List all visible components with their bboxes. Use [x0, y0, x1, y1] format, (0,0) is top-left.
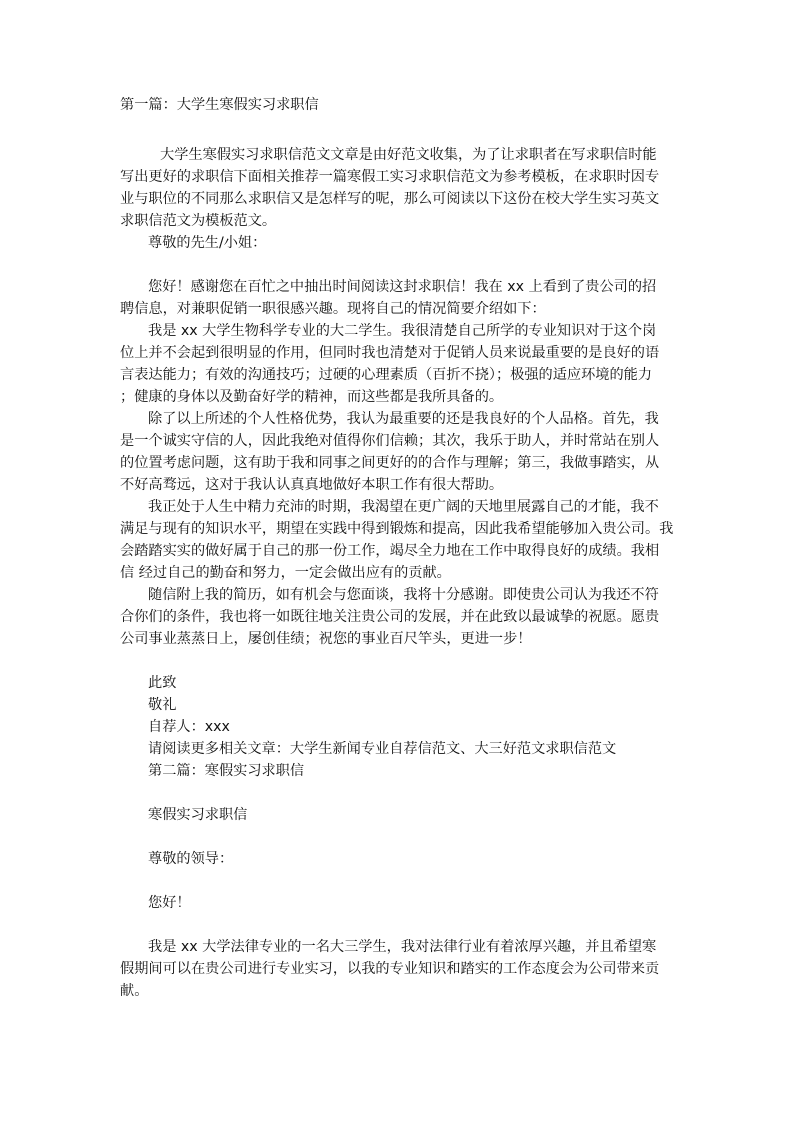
- paragraph-line: 是一个诚实守信的人，因此我绝对值得你们信赖；其次，我乐于助人，并时常站在别人: [120, 433, 660, 449]
- intro-line: 业与职位的不同那么求职信又是怎样写的呢，那么可阅读以下这份在校大学生实习英文: [120, 191, 660, 207]
- paragraph-line: 除了以上所述的个人性格优势，我认为最重要的还是我良好的个人品格。首先，我: [148, 411, 659, 427]
- paragraph-line: 会踏踏实实的做好属于自己的那一份工作，竭尽全力地在工作中取得良好的成绩。我相: [120, 543, 660, 559]
- paragraph-line: 随信附上我的简历，如有机会与您面谈，我将十分感谢。即使贵公司认为我还不符: [148, 587, 659, 603]
- paragraph-line: 的位置考虑问题，这有助于我和同事之间更好的的合作与理解；第三，我做事踏实，从: [120, 455, 660, 471]
- related-articles: 请阅读更多相关文章：大学生新闻专业自荐信范文、大三好范文求职信范文: [148, 741, 617, 757]
- paragraph-line: 不好高骛远，这对于我认认真真地做好本职工作有很大帮助。: [120, 477, 504, 493]
- part1-title: 第一篇：大学生寒假实习求职信: [120, 97, 319, 113]
- closing-line: 敬礼: [148, 697, 177, 713]
- paragraph-line: 献。: [120, 983, 149, 999]
- intro-line: 大学生寒假实习求职信范文文章是由好范文收集，为了让求职者在写求职信时能: [160, 147, 657, 163]
- paragraph-line: 合你们的条件，我也将一如既往地关注贵公司的发展，并在此致以最诚挚的祝愿。愿贵: [120, 609, 660, 625]
- paragraph-line: 我正处于人生中精力充沛的时期，我渴望在更广阔的天地里展露自己的才能，我不: [148, 499, 659, 515]
- paragraph-line: 我是 xx 大学法律专业的一名大三学生，我对法律行业有着浓厚兴趣，并且希望寒: [148, 939, 657, 955]
- paragraph-line: ；健康的身体以及勤奋好学的精神，而这些都是我所具备的。: [120, 389, 504, 405]
- paragraph-line: 言表达能力；有效的沟通技巧；过硬的心理素质（百折不挠）；极强的适应环境的能力: [120, 367, 653, 383]
- paragraph-line: 满足与现有的知识水平，期望在实践中得到锻炼和提高，因此我希望能够加入贵公司。我: [120, 521, 674, 537]
- closing-line: 此致: [148, 675, 177, 691]
- paragraph-line: 我是 xx 大学生物科学专业的大二学生。我很清楚自己所学的专业知识对于这个岗: [148, 323, 657, 339]
- paragraph-line: 位上并不会起到很明显的作用，但同时我也清楚对于促销人员来说最重要的是良好的语: [120, 345, 660, 361]
- part2-salutation: 尊敬的领导：: [148, 851, 234, 867]
- part2-title: 第二篇：寒假实习求职信: [148, 763, 305, 779]
- paragraph-line: 聘信息，对兼职促销一职很感兴趣。现将自己的情况简要介绍如下：: [120, 301, 546, 317]
- intro-line: 求职信范文为模板范文。: [120, 213, 277, 229]
- part2-subtitle: 寒假实习求职信: [148, 807, 248, 823]
- intro-line: 写出更好的求职信下面相关推荐一篇寒假工实习求职信范文为参考模板，在求职时因专: [120, 169, 660, 185]
- paragraph-line: 信 经过自己的勤奋和努力，一定会做出应有的贡献。: [120, 565, 451, 581]
- paragraph-line: 假期间可以在贵公司进行专业实习，以我的专业知识和踏实的工作态度会为公司带来贡: [120, 961, 660, 977]
- paragraph-line: 您好！感谢您在百忙之中抽出时间阅读这封求职信！我在 xx 上看到了贵公司的招: [148, 279, 657, 295]
- part2-greeting: 您好！: [148, 895, 191, 911]
- paragraph-line: 公司事业蒸蒸日上，屡创佳绩；祝您的事业百尺竿头，更进一步！: [120, 631, 532, 647]
- signer: 自荐人：xxx: [148, 719, 230, 735]
- salutation: 尊敬的先生/小姐：: [148, 235, 267, 251]
